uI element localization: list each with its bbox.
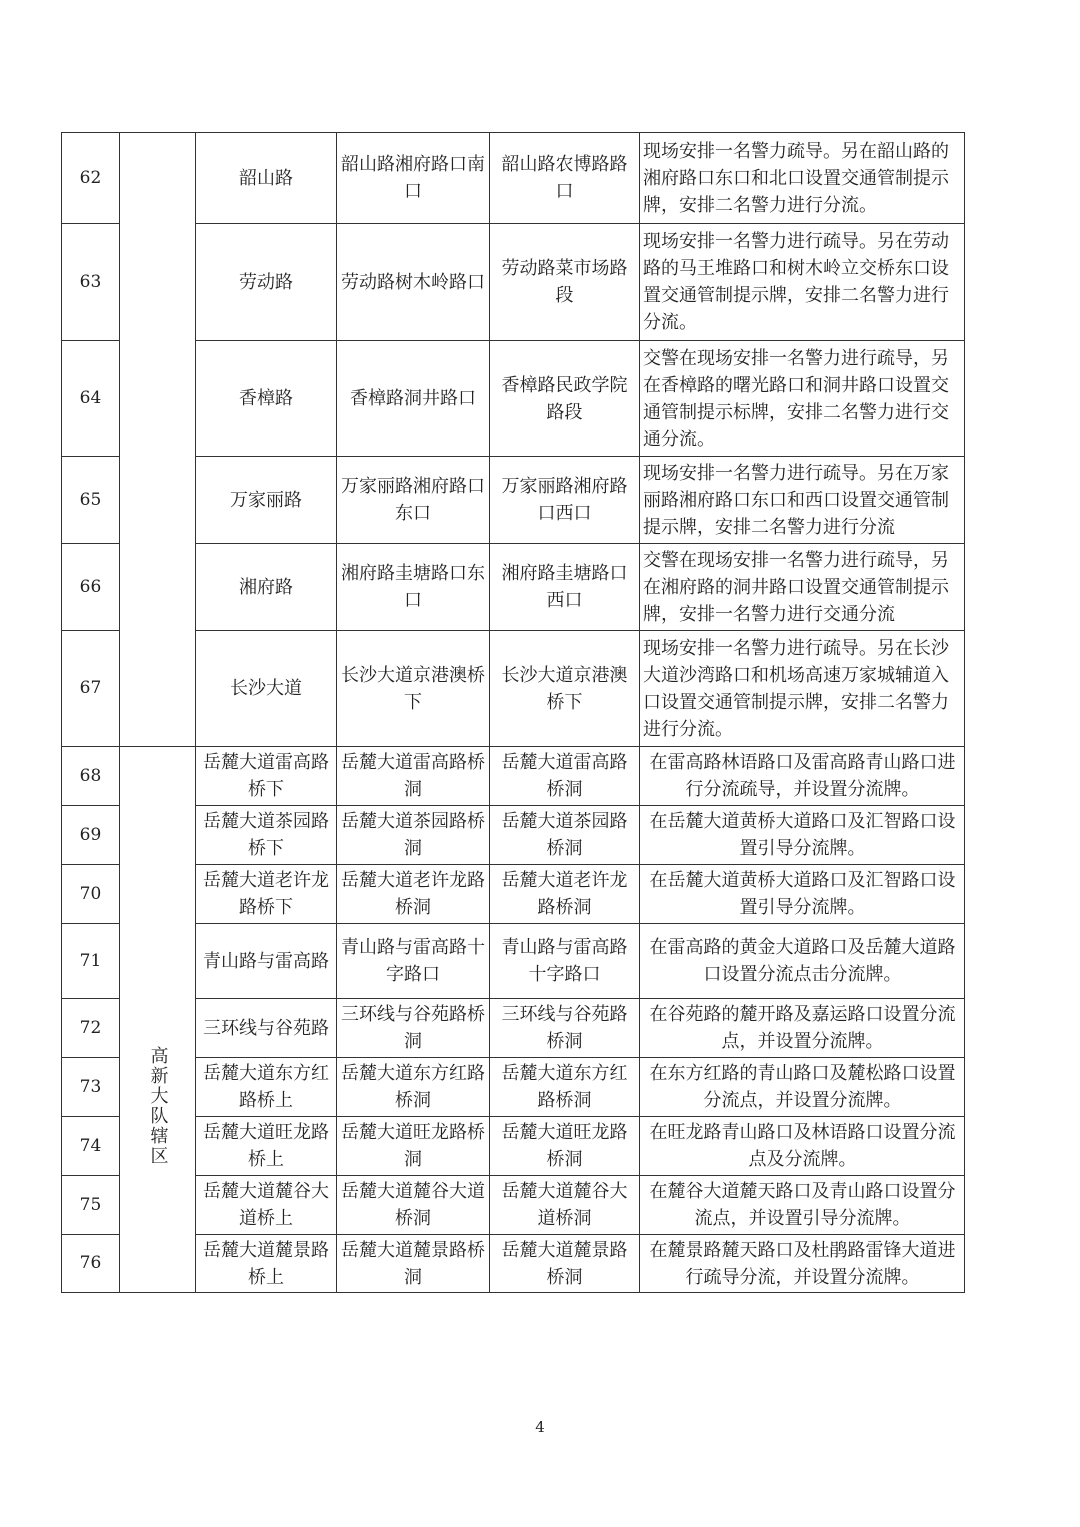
control-end: 韶山路农博路路口 xyxy=(490,133,640,224)
road-name: 岳麓大道旺龙路桥上 xyxy=(196,1117,337,1176)
table-row xyxy=(62,806,965,865)
road-name: 湘府路 xyxy=(196,544,337,631)
control-start: 岳麓大道老许龙路桥洞 xyxy=(337,865,490,924)
row-number: 68 xyxy=(62,747,120,806)
control-end: 香樟路民政学院路段 xyxy=(490,341,640,457)
road-name: 三环线与谷苑路 xyxy=(196,999,337,1058)
table-row xyxy=(62,544,965,631)
control-end: 青山路与雷高路十字路口 xyxy=(490,924,640,999)
table-row xyxy=(62,865,965,924)
control-start: 岳麓大道旺龙路桥洞 xyxy=(337,1117,490,1176)
diversion-measures: 在旺龙路青山路口及林语路口设置分流点及分流牌。 xyxy=(640,1117,965,1176)
table-row xyxy=(62,224,965,341)
table-row xyxy=(62,747,965,806)
row-number: 76 xyxy=(62,1235,120,1293)
area-cell xyxy=(120,747,196,1293)
control-start: 青山路与雷高路十字路口 xyxy=(337,924,490,999)
diversion-measures: 现场安排一名警力进行疏导。另在劳动路的马王堆路口和树木岭立交桥东口设置交通管制提示牌，安排二名警力进行分流。 xyxy=(640,224,965,341)
control-start: 长沙大道京港澳桥下 xyxy=(337,631,490,747)
table-row xyxy=(62,457,965,544)
diversion-measures: 现场安排一名警力进行疏导。另在万家丽路湘府路口东口和西口设置交通管制提示牌，安排二名警力进行分流 xyxy=(640,457,965,544)
row-number: 70 xyxy=(62,865,120,924)
table-row xyxy=(62,924,965,999)
row-number: 71 xyxy=(62,924,120,999)
area-cell-empty xyxy=(120,133,196,747)
diversion-measures: 在雷高路的黄金大道路口及岳麓大道路口设置分流点击分流牌。 xyxy=(640,924,965,999)
table-row xyxy=(62,1058,965,1117)
table-row xyxy=(62,1176,965,1235)
road-name: 岳麓大道麓景路桥上 xyxy=(196,1235,337,1293)
row-number: 64 xyxy=(62,341,120,457)
diversion-measures: 现场安排一名警力疏导。另在韶山路的湘府路口东口和北口设置交通管制提示牌，安排二名警力进行分流。 xyxy=(640,133,965,224)
diversion-measures: 在岳麓大道黄桥大道路口及汇智路口设置引导分流牌。 xyxy=(640,865,965,924)
control-start: 万家丽路湘府路口东口 xyxy=(337,457,490,544)
traffic-control-table xyxy=(61,132,965,1293)
control-start: 三环线与谷苑路桥洞 xyxy=(337,999,490,1058)
table-row xyxy=(62,1117,965,1176)
control-start: 韶山路湘府路口南口 xyxy=(337,133,490,224)
road-name: 岳麓大道雷高路桥下 xyxy=(196,747,337,806)
control-start: 岳麓大道东方红路桥洞 xyxy=(337,1058,490,1117)
control-end: 万家丽路湘府路口西口 xyxy=(490,457,640,544)
road-name: 万家丽路 xyxy=(196,457,337,544)
control-end: 劳动路菜市场路段 xyxy=(490,224,640,341)
control-start: 岳麓大道麓谷大道桥洞 xyxy=(337,1176,490,1235)
table-row xyxy=(62,1235,965,1293)
diversion-measures: 在东方红路的青山路口及麓松路口设置分流点，并设置分流牌。 xyxy=(640,1058,965,1117)
control-end: 岳麓大道茶园路桥洞 xyxy=(490,806,640,865)
control-start: 香樟路洞井路口 xyxy=(337,341,490,457)
road-name: 长沙大道 xyxy=(196,631,337,747)
page-number: 4 xyxy=(535,1418,545,1436)
road-name: 岳麓大道老许龙路桥下 xyxy=(196,865,337,924)
diversion-measures: 现场安排一名警力进行疏导。另在长沙大道沙湾路口和机场高速万家城辅道入口设置交通管制提示牌，安排二名警力进行分流。 xyxy=(640,631,965,747)
row-number: 66 xyxy=(62,544,120,631)
road-name: 岳麓大道东方红路桥上 xyxy=(196,1058,337,1117)
row-number: 73 xyxy=(62,1058,120,1117)
row-number: 67 xyxy=(62,631,120,747)
table-row xyxy=(62,999,965,1058)
table-row xyxy=(62,631,965,747)
row-number: 74 xyxy=(62,1117,120,1176)
table-row xyxy=(62,133,965,224)
control-end: 岳麓大道雷高路桥洞 xyxy=(490,747,640,806)
area-label: 高新大队辖区 xyxy=(147,1045,169,1166)
control-start: 岳麓大道麓景路桥洞 xyxy=(337,1235,490,1293)
road-name: 青山路与雷高路 xyxy=(196,924,337,999)
table-row xyxy=(62,341,965,457)
road-name: 劳动路 xyxy=(196,224,337,341)
control-end: 岳麓大道旺龙路桥洞 xyxy=(490,1117,640,1176)
control-start: 岳麓大道雷高路桥洞 xyxy=(337,747,490,806)
diversion-measures: 在麓谷大道麓天路口及青山路口设置分流点，并设置引导分流牌。 xyxy=(640,1176,965,1235)
diversion-measures: 交警在现场安排一名警力进行疏导，另在湘府路的洞井路口设置交通管制提示牌，安排一名警力进行交通分流 xyxy=(640,544,965,631)
row-number: 72 xyxy=(62,999,120,1058)
control-start: 劳动路树木岭路口 xyxy=(337,224,490,341)
road-name: 韶山路 xyxy=(196,133,337,224)
control-end: 岳麓大道东方红路桥洞 xyxy=(490,1058,640,1117)
diversion-measures: 在岳麓大道黄桥大道路口及汇智路口设置引导分流牌。 xyxy=(640,806,965,865)
diversion-measures: 交警在现场安排一名警力进行疏导，另在香樟路的曙光路口和洞井路口设置交通管制提示标牌，安排二名警力进行交通分流。 xyxy=(640,341,965,457)
control-start: 岳麓大道茶园路桥洞 xyxy=(337,806,490,865)
road-name: 岳麓大道茶园路桥下 xyxy=(196,806,337,865)
control-end: 湘府路圭塘路口西口 xyxy=(490,544,640,631)
row-number: 65 xyxy=(62,457,120,544)
row-number: 75 xyxy=(62,1176,120,1235)
control-end: 三环线与谷苑路桥洞 xyxy=(490,999,640,1058)
control-end: 长沙大道京港澳桥下 xyxy=(490,631,640,747)
control-start: 湘府路圭塘路口东口 xyxy=(337,544,490,631)
diversion-measures: 在雷高路林语路口及雷高路青山路口进行分流疏导，并设置分流牌。 xyxy=(640,747,965,806)
control-end: 岳麓大道麓景路桥洞 xyxy=(490,1235,640,1293)
row-number: 63 xyxy=(62,224,120,341)
road-name: 香樟路 xyxy=(196,341,337,457)
road-name: 岳麓大道麓谷大道桥上 xyxy=(196,1176,337,1235)
control-end: 岳麓大道麓谷大道桥洞 xyxy=(490,1176,640,1235)
diversion-measures: 在麓景路麓天路口及杜鹃路雷锋大道进行疏导分流，并设置分流牌。 xyxy=(640,1235,965,1293)
control-end: 岳麓大道老许龙路桥洞 xyxy=(490,865,640,924)
row-number: 69 xyxy=(62,806,120,865)
row-number: 62 xyxy=(62,133,120,224)
diversion-measures: 在谷苑路的麓开路及嘉运路口设置分流点，并设置分流牌。 xyxy=(640,999,965,1058)
